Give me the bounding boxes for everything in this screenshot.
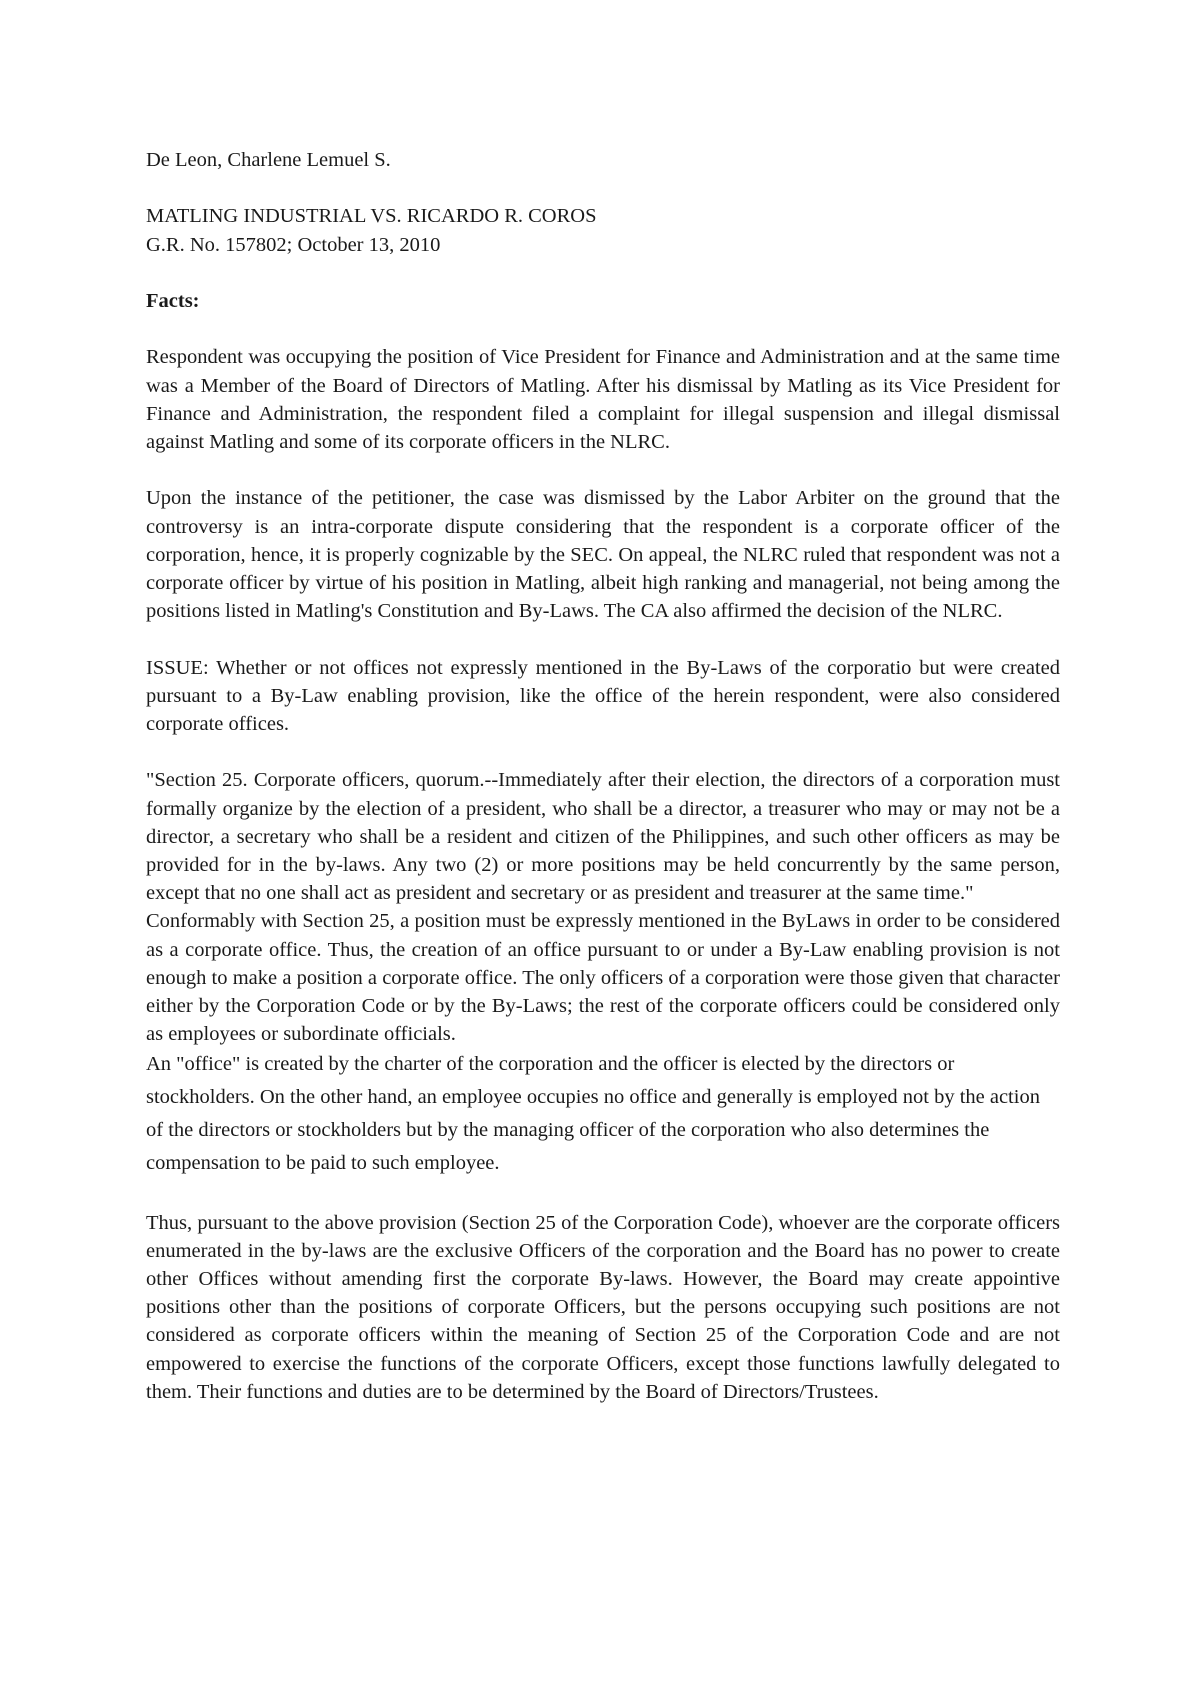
spacer xyxy=(146,174,1060,202)
ruling-paragraph-1: Conformably with Section 25, a position must be expressly mentioned in the ByLaws in order to be considered as a corporate office. Thus, the creation of an office pursuant to or under a By-Law enabling provision is not enough to make a position a corporate office. The only officers of a corporation were those given that character either by the Corporation Code or by the By-Laws; the rest of the corporate officers could be considered only as employees or subordinate officials. xyxy=(146,910,1060,1046)
facts-paragraph-2: Upon the instance of the petitioner, the case was dismissed by the Labor Arbiter on the ground that the controversy is an intra-corporate dispute considering that the respondent is a corporate officer of the corporation, hence, it is properly cognizable by the SEC. On appeal, the NLRC ruled that respondent was not a corporate officer by virtue of his position in Matling, albeit high ranking and managerial, not being among the positions listed in Matling's Constitution and By-Laws. The CA also affirmed the decision of the NLRC. xyxy=(146,487,1060,623)
document-body xyxy=(146,146,1060,1406)
facts-heading: Facts: xyxy=(146,289,200,312)
case-reference: G.R. No. 157802; October 13, 2010 xyxy=(146,233,441,256)
ruling-paragraph-3: Thus, pursuant to the above provision (Section 25 of the Corporation Code), whoever are the corporate officers enumerated in the by-laws are the exclusive Officers of the corporation and the Board has no power to create other Offices without amending first the corporate By-laws. However, the Board may create appointive positions other than the positions of corporate Officers, but the persons occupying such positions are not considered as corporate officers within the meaning of Section 25 of the Corporation Code and are not empowered to exercise the functions of the corporate Officers, except those functions lawfully delegated to them. Their functions and duties are to be determined by the Board of Directors/Trustees. xyxy=(146,1211,1060,1403)
spacer xyxy=(146,259,1060,287)
author-name: De Leon, Charlene Lemuel S. xyxy=(146,149,391,171)
ruling-paragraph-2: An "office" is created by the charter of the corporation and the officer is elected by the directors or stockholders. On the other hand, an employee occupies no office and generally is employed not by the action of the directors or stockholders but by the managing officer of the corporation who also determines the compensation to be paid to such employee. xyxy=(146,1053,1040,1175)
issue-paragraph: ISSUE: Whether or not offices not expressly mentioned in the By-Laws of the corporatio but were created pursuant to a By-Law enabling provision, like the office of the herein respondent, were also considered corporate offices. xyxy=(146,656,1060,735)
case-title: MATLING INDUSTRIAL VS. RICARDO R. COROS xyxy=(146,205,597,228)
section-25-quote: "Section 25. Corporate officers, quorum.--Immediately after their election, the directors of a corporation must formally organize by the election of a president, who shall be a director, a treasurer who may or may not be a director, a secretary who shall be a resident and citizen of the Philippines, and such other officers as may be provided for in the by-laws. Any two (2) or more positions may be held concurrently by the same person, except that no one shall act as president and secretary or as president and treasurer at the same time." xyxy=(146,769,1060,905)
spacer xyxy=(146,315,1060,343)
facts-paragraph-1: Respondent was occupying the position of Vice President for Finance and Administration and at the same time was a Member of the Board of Directors of Matling. After his dismissal by Matling as its Vice President for Finance and Administration, the respondent filed a complaint for illegal suspension and illegal dismissal against Matling and some of its corporate officers in the NLRC. xyxy=(146,346,1060,453)
